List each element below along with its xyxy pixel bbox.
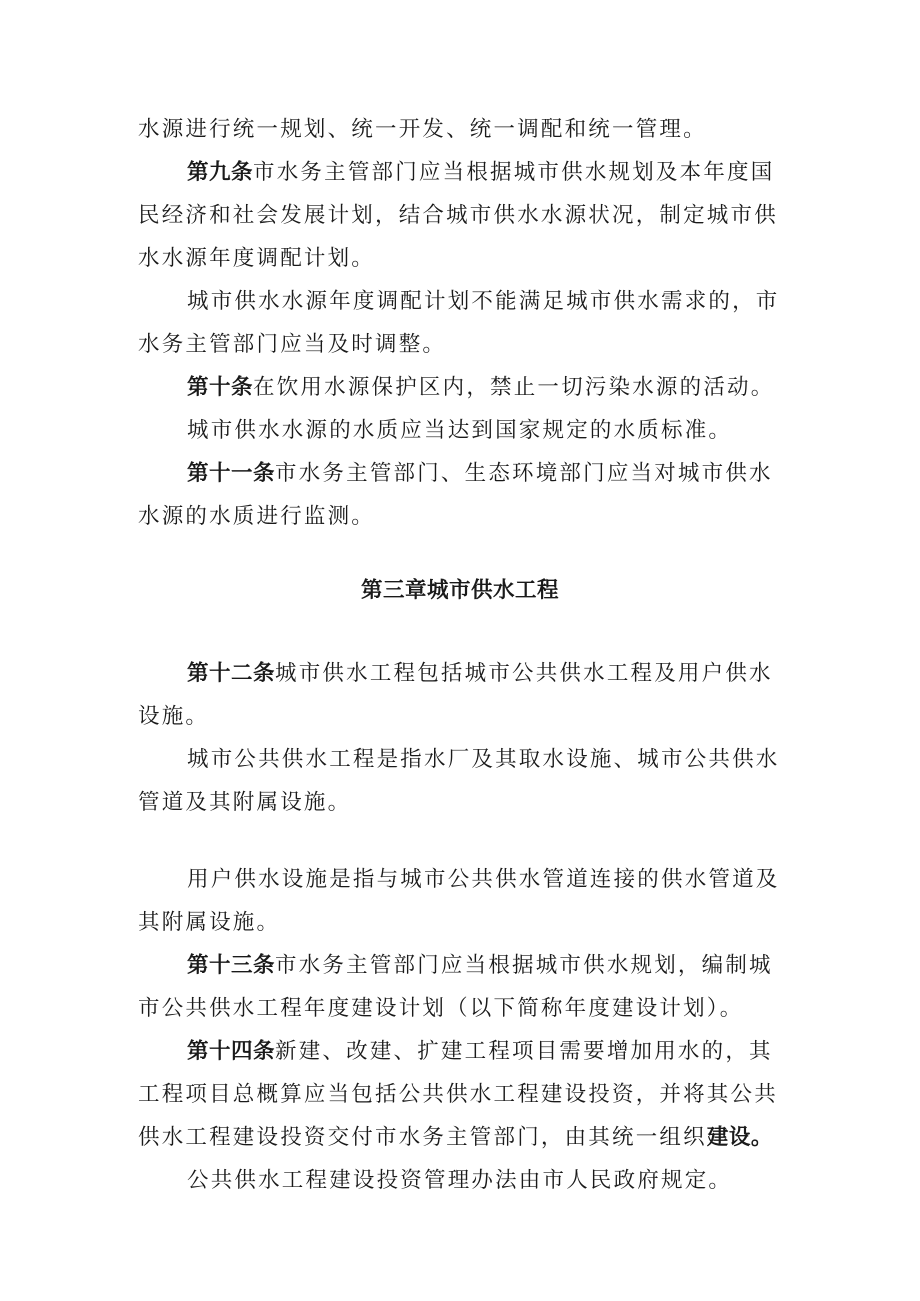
article-13: [138, 944, 786, 1030]
paragraph-text: 水源进行统一规划、统一开发、统一调配和统一管理。: [138, 117, 707, 142]
article-12: [138, 652, 786, 738]
paragraph-user-facilities: [138, 858, 786, 944]
article-text-bold-tail: 建设。: [706, 1125, 773, 1150]
chapter-heading: 第三章城市供水工程: [360, 578, 559, 603]
paragraph-text: 城市公共供水工程是指水厂及其取水设施、城市公共供水管道及其附属设施。: [138, 747, 780, 815]
paragraph-text: 用户供水设施是指与城市公共供水管道连接的供水管道及其附属设施。: [138, 867, 780, 935]
paragraph-public-water-supply: [138, 738, 786, 824]
paragraph-text: 公共供水工程建设投资管理办法由市人民政府规定。: [187, 1168, 733, 1193]
paragraph-adjust-plan: [138, 280, 786, 366]
article-text: 市水务主管部门应当根据城市供水规划及本年度国民经济和社会发展计划，结合城市供水水源状况，制定城市供水水源年度调配计划。: [138, 160, 778, 271]
paragraph-text: 城市供水水源年度调配计划不能满足城市供水需求的，市水务主管部门应当及时调整。: [138, 289, 780, 357]
paragraph-water-source-management: [138, 108, 786, 151]
article-text: 市水务主管部门、生态环境部门应当对城市供水水源的水质进行监测。: [138, 461, 773, 529]
article-text: 城市供水工程包括城市公共供水工程及用户供水设施。: [138, 661, 773, 729]
article-11: [138, 452, 786, 538]
article-text: 在饮用水源保护区内，禁止一切污染水源的活动。: [253, 375, 775, 400]
article-9: [138, 151, 786, 280]
article-label: 第十条: [187, 375, 254, 400]
article-10: [138, 366, 786, 409]
article-label: 第十一条: [187, 461, 276, 486]
article-label: 第十三条: [187, 953, 276, 978]
paragraph-investment-rules: [138, 1159, 786, 1202]
article-label: 第十四条: [187, 1039, 276, 1064]
paragraph-water-quality: [138, 409, 786, 452]
article-label: 第十二条: [187, 661, 276, 686]
article-14: [138, 1030, 786, 1159]
article-text: 市水务主管部门应当根据城市供水规划，编制城市公共供水工程年度建设计划（以下简称年度建设计划）。: [138, 953, 773, 1021]
article-label: 第九条: [187, 160, 254, 185]
paragraph-text: 城市供水水源的水质应当达到国家规定的水质标准。: [187, 418, 733, 443]
article-text: 新建、改建、扩建工程项目需要增加用水的，其工程项目总概算应当包括公共供水工程建设投资，并将其公共供水工程建设投资交付市水务主管部门，由其统一组织: [138, 1039, 778, 1150]
